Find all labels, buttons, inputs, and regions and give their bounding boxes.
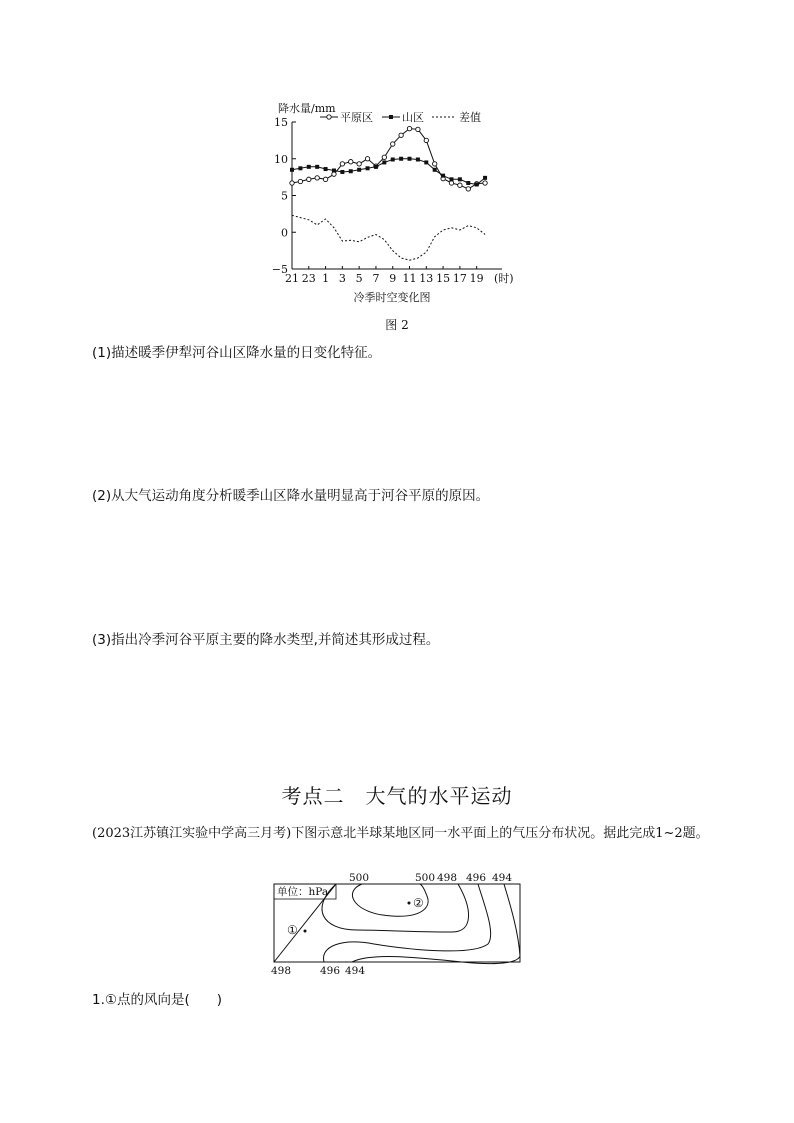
x-tick-label: 7	[372, 272, 380, 285]
x-tick-label: 5	[355, 272, 363, 285]
mountain-data-point	[391, 157, 395, 161]
chart-axes	[272, 116, 514, 285]
mountain-data-point	[483, 176, 487, 180]
x-tick-label: 3	[338, 272, 346, 285]
isobar-label: 498	[436, 872, 458, 884]
isobar-label: 494	[491, 872, 513, 884]
isobar-label: 496	[319, 965, 341, 977]
x-tick-label: 17	[452, 272, 467, 285]
question-3-text: (3)指出冷季河谷平原主要的降水类型,并简述其形成过程。	[92, 632, 440, 648]
question-1-choice-stem: 1.①点的风向是( )	[92, 992, 223, 1008]
isobar-label: 498	[270, 965, 292, 977]
plain-data-point	[391, 142, 395, 146]
section-title: 考点二 大气的水平运动	[281, 784, 513, 808]
x-tick-label: 19	[469, 272, 484, 285]
x-tick-label: 23	[301, 272, 316, 285]
y-tick-label: 0	[281, 226, 288, 240]
x-axis-label: 冷季时空变化图	[353, 291, 431, 304]
plain-data-point	[357, 162, 361, 166]
plain-data-point	[449, 181, 453, 185]
x-tick-label: 15	[436, 272, 451, 285]
question-2-text: (2)从大气运动角度分析暖季山区降水量明显高于河谷平原的原因。	[92, 488, 490, 504]
plain-data-point	[307, 177, 311, 181]
plain-data-point	[424, 138, 428, 142]
mountain-data-point	[382, 160, 386, 164]
point-1-dot	[304, 930, 307, 933]
plain-data-point	[382, 155, 386, 159]
mountain-data-point	[458, 177, 462, 181]
mountain-data-point	[357, 168, 361, 172]
plain-data-point	[349, 159, 353, 163]
x-unit-label: (时)	[494, 272, 514, 285]
plain-data-point	[315, 176, 319, 180]
series-line-平原区	[292, 129, 485, 189]
point-2-dot	[408, 902, 411, 905]
mountain-data-point	[416, 157, 420, 161]
isobar-label: 494	[344, 965, 366, 977]
series-line-差值	[292, 215, 485, 260]
point-1-label: ①	[287, 923, 298, 937]
y-tick-label: 5	[281, 189, 288, 203]
plain-data-point	[458, 183, 462, 187]
isobar-496	[324, 884, 491, 962]
mountain-data-point	[408, 157, 412, 161]
unit-label: 单位：hPa	[277, 886, 329, 898]
isobar-494	[352, 884, 520, 964]
mountain-data-point	[466, 181, 470, 185]
question-1-text: (1)描述暖季伊犁河谷山区降水量的日变化特征。	[92, 345, 382, 361]
plain-data-point	[466, 187, 470, 191]
plain-data-point	[399, 133, 403, 137]
chart-series	[290, 126, 487, 260]
plain-data-point	[323, 177, 327, 181]
mountain-data-point	[332, 169, 336, 173]
y-tick-label: −5	[271, 263, 288, 276]
mountain-data-point	[424, 160, 428, 164]
plain-data-point	[332, 172, 336, 176]
legend-mountain-label: 山区	[402, 111, 424, 124]
mountain-data-point	[449, 177, 453, 181]
mountain-data-point	[475, 182, 479, 186]
mountain-data-point	[441, 174, 445, 178]
mountain-data-point	[433, 168, 437, 172]
x-tick-label: 11	[402, 272, 417, 285]
legend-plain-label: 平原区	[340, 111, 373, 124]
x-tick-label: 21	[285, 272, 299, 285]
plain-data-point	[340, 162, 344, 166]
x-tick-label: 13	[419, 272, 434, 285]
mountain-data-point	[324, 167, 328, 171]
mountain-data-point	[290, 168, 294, 172]
x-tick-label: 1	[322, 272, 330, 285]
y-tick-label: 10	[274, 152, 288, 166]
plain-data-point	[290, 181, 294, 185]
y-axis-label: 降水量/mm	[278, 102, 336, 115]
x-tick-label: 9	[389, 272, 397, 285]
legend-plain-marker	[327, 115, 331, 119]
isobar-label: 496	[465, 872, 487, 884]
legend-mountain-marker	[389, 115, 393, 119]
intro-text: (2023江苏镇江实验中学高三月考)下图示意北半球某地区同一水平面上的气压分布状况。据此完成1~2题。	[92, 826, 709, 841]
pressure-map	[262, 868, 542, 978]
chart-legend	[320, 110, 481, 124]
mountain-data-point	[349, 169, 353, 173]
figure-caption: 图 2	[385, 318, 409, 332]
plain-data-point	[365, 157, 369, 161]
isobar-498-closed	[322, 884, 469, 932]
plain-data-point	[432, 162, 436, 166]
isobar-label: 500	[414, 872, 436, 884]
plain-data-point	[416, 127, 420, 131]
plain-data-point	[483, 181, 487, 185]
point-2-label: ②	[413, 896, 424, 910]
y-tick-label: 15	[274, 116, 288, 129]
mountain-data-point	[340, 170, 344, 174]
mountain-data-point	[307, 165, 311, 169]
series-line-山区	[292, 159, 485, 185]
mountain-data-point	[366, 166, 370, 170]
plain-data-point	[407, 126, 411, 130]
isobar-label: 500	[348, 872, 370, 884]
mountain-data-point	[298, 166, 302, 170]
mountain-data-point	[399, 157, 403, 161]
plain-data-point	[298, 179, 302, 183]
legend-diff-label: 差值	[459, 111, 481, 124]
mountain-data-point	[315, 165, 319, 169]
precipitation-chart	[270, 95, 530, 335]
mountain-data-point	[374, 165, 378, 169]
